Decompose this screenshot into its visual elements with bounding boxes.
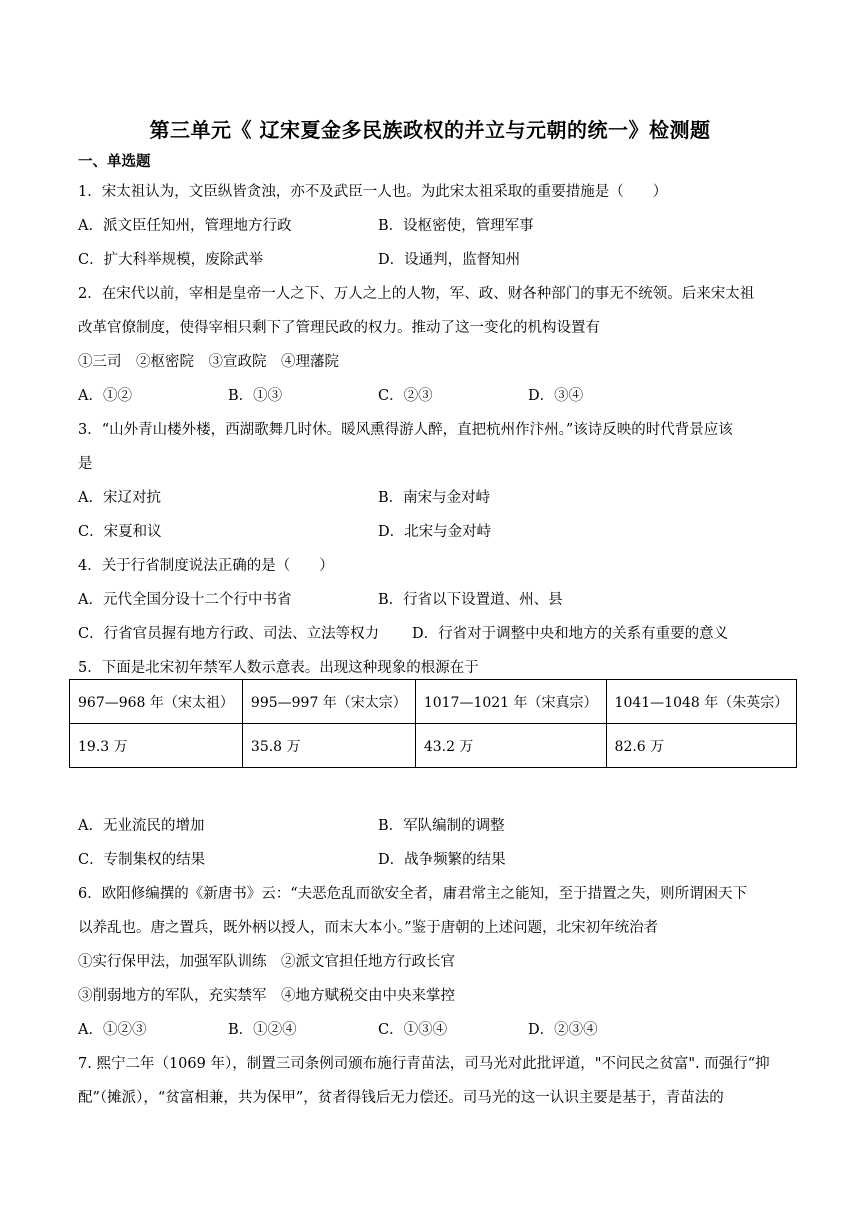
- q6-option-d: D．②③④: [528, 1022, 598, 1038]
- q6-items-line2: ③削弱地方的军队，充实禁军 ④地方赋税交由中央来掌控: [78, 988, 455, 1004]
- q4-stem: 4．关于行省制度说法正确的是（ ）: [78, 558, 334, 574]
- table-cell: 19.3 万: [70, 724, 243, 768]
- q5-option-c: C．专制集权的结果: [78, 852, 206, 868]
- q3-option-c: C．宋夏和议: [78, 524, 162, 540]
- table-cell: 35.8 万: [242, 724, 415, 768]
- table-header-cell: 995—997 年（宋太宗）: [242, 680, 415, 724]
- q2-option-c: C．②③: [378, 388, 433, 404]
- q1-option-c: C．扩大科举规模，废除武举: [78, 252, 264, 268]
- q6-stem-line1: 6．欧阳修编撰的《新唐书》云：“夫恶危乱而欲安全者，庸君常主之能知，至于措置之失，则所谓困天下: [78, 886, 748, 902]
- q3-option-a: A．宋辽对抗: [78, 490, 161, 506]
- q1-option-d: D．设通判，监督知州: [378, 252, 521, 268]
- q6-option-a: A．①②③: [78, 1022, 147, 1038]
- q5-option-b: B．军队编制的调整: [378, 818, 505, 834]
- q3-stem-line1: 3．“山外青山楼外楼，西湖歌舞几时休。暖风熏得游人醉，直把杭州作汴州。”该诗反映的时代背景应该: [78, 422, 733, 438]
- q6-stem-line2: 以养乱也。唐之置兵，既外柄以授人，而末大本小。”鉴于唐朝的上述问题，北宋初年统治者: [78, 920, 659, 936]
- table-header-row: [70, 680, 797, 724]
- q4-option-b: B．行省以下设置道、州、县: [378, 592, 563, 608]
- table-row: [70, 724, 797, 768]
- section-heading: 一、单选题: [78, 154, 151, 170]
- table-cell: 82.6 万: [606, 724, 797, 768]
- troop-table: [69, 679, 797, 768]
- q7-stem-line2: 配”（摊派），“贫富相兼，共为保甲”，贫者得钱后无力偿还。司马光的这一认识主要是基于，青苗法的: [78, 1090, 724, 1106]
- q1-option-a: A．派文臣任知州，管理地方行政: [78, 218, 292, 234]
- table-header-cell: 1017—1021 年（宋真宗）: [415, 680, 606, 724]
- q2-items: ①三司 ②枢密院 ③宣政院 ④理藩院: [78, 354, 339, 370]
- q2-stem-line2: 改革官僚制度，使得宰相只剩下了管理民政的权力。推动了这一变化的机构设置有: [78, 320, 600, 336]
- q3-option-b: B．南宋与金对峙: [378, 490, 491, 506]
- q6-items-line1: ①实行保甲法，加强军队训练 ②派文官担任地方行政长官: [78, 954, 455, 970]
- q2-option-d: D．③④: [528, 388, 584, 404]
- q2-option-a: A．①②: [78, 388, 132, 404]
- q5-stem: 5．下面是北宋初年禁军人数示意表。出现这种现象的根源在于: [78, 660, 479, 676]
- table-cell: 43.2 万: [415, 724, 606, 768]
- q1-stem: 1．宋太祖认为，文臣纵皆贪浊，亦不及武臣一人也。为此宋太祖采取的重要措施是（ ）: [78, 184, 668, 200]
- q5-option-d: D．战争频繁的结果: [378, 852, 506, 868]
- q3-option-d: D．北宋与金对峙: [378, 524, 492, 540]
- table-header-cell: 1041—1048 年（朱英宗）: [606, 680, 797, 724]
- q6-option-b: B．①②④: [228, 1022, 297, 1038]
- q3-stem-line2: 是: [78, 456, 93, 472]
- q4-option-c: C．行省官员握有地方行政、司法、立法等权力: [78, 626, 380, 642]
- q4-option-a: A．元代全国分设十二个行中书省: [78, 592, 292, 608]
- page-title: 第三单元《 辽宋夏金多民族政权的并立与元朝的统一》检测题: [149, 118, 711, 142]
- q2-option-b: B．①③: [228, 388, 283, 404]
- q2-stem-line1: 2．在宋代以前，宰相是皇帝一人之下、万人之上的人物，军、政、财各种部门的事无不统领。后来宋太祖: [78, 286, 755, 302]
- table-header-cell: 967—968 年（宋太祖）: [70, 680, 243, 724]
- q4-option-d: D．行省对于调整中央和地方的关系有重要的意义: [412, 626, 729, 642]
- q1-option-b: B．设枢密使，管理军事: [378, 218, 534, 234]
- q7-stem-line1: 7. 熙宁二年（1069 年），制置三司条例司颁布施行青苗法，司马光对此批评道，"不问民之贫富". 而强行“抑: [78, 1056, 770, 1072]
- q5-option-a: A．无业流民的增加: [78, 818, 205, 834]
- q6-option-c: C．①③④: [378, 1022, 448, 1038]
